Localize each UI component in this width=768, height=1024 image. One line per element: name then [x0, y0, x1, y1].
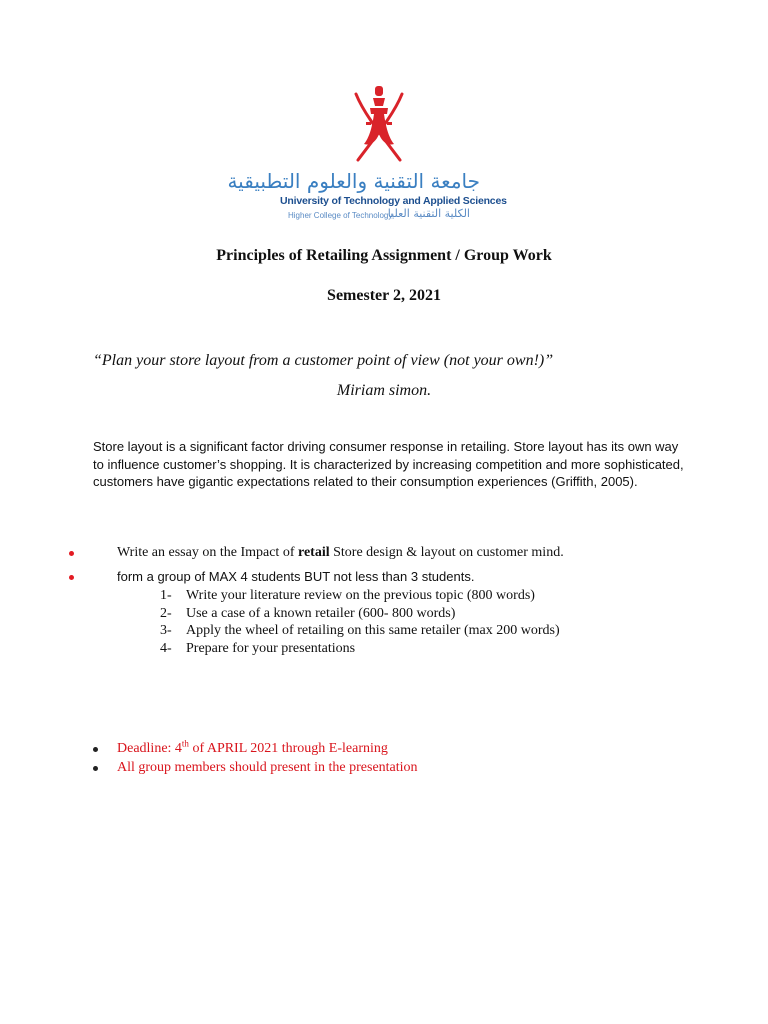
deadline-text: Deadline: 4th of APRIL 2021 through E-learning — [117, 738, 388, 756]
khanjar-emblem-icon — [342, 84, 416, 166]
college-arabic-name: الكلية التقنية العليا — [387, 207, 470, 220]
university-arabic-name: جامعة التقنية والعلوم التطبيقية — [227, 169, 480, 193]
red-bullet-icon — [69, 575, 74, 580]
presentation-note — [0, 760, 768, 780]
intro-paragraph: Store layout is a significant factor driving consumer response in retailing. Store layout has its own way to influence customer’s shopping. It is characterized by increasing competition and more sophisticated, customers have gigantic expectations related to their consumption experiences (Griffith, 2005). — [93, 439, 684, 489]
task-bullet-group — [0, 569, 768, 589]
assignment-title: Principles of Retailing Assignment / Group Work — [216, 247, 552, 264]
task-group-text: form a group of MAX 4 students BUT not less than 3 students. — [117, 569, 475, 584]
red-bullet-icon — [69, 551, 74, 556]
bullet-icon — [93, 766, 98, 771]
document-page: جامعة التقنية والعلوم التطبيقية University of Technology and Applied Sciences Higher College of Technology الكلية التقنية العليا Principles of Retailing Assignment / Group Work Semester 2, 2021 “Plan your store layout from a customer point of view (not your own!)” Miriam simon. Store layout is a significant factor driving consumer response in retailing. Store layout has its own way to influence customer’s shopping. It is characterized by increasing competition and more sophisticated, customers have gigantic expectations related to their consumption experiences (Griffith, 2005). Write an essay on the Impact of retail Store design & layout on customer mind. form a group of MAX 4 students BUT not less than 3 students. 1- Write your literature review on the previous topic (800 words) 2- Use a case of a known retailer (600- 800 words) 3- Apply the wheel of retailing on this same retailer (max 200 words) 4- Prepare for your presentations Deadline: 4th of APRIL 2021 through E-learning All group members should present in the presentation — [0, 0, 768, 1024]
bullet-icon — [93, 747, 98, 752]
deadline-note — [0, 738, 768, 761]
college-name-row — [280, 209, 480, 225]
university-logo — [227, 84, 507, 234]
university-english-name: University of Technology and Applied Sciences — [280, 195, 507, 207]
task-bullet-essay — [0, 545, 768, 565]
semester-heading: Semester 2, 2021 — [327, 287, 441, 304]
presentation-text: All group members should present in the presentation — [117, 760, 418, 775]
quote-author: Miriam simon. — [336, 382, 432, 399]
task-essay-text: Write an essay on the Impact of retail Store design & layout on customer mind. — [117, 545, 564, 560]
quote-text: “Plan your store layout from a customer point of view (not your own!)” — [93, 352, 554, 369]
college-english-name: Higher College of Technology — [288, 211, 393, 220]
